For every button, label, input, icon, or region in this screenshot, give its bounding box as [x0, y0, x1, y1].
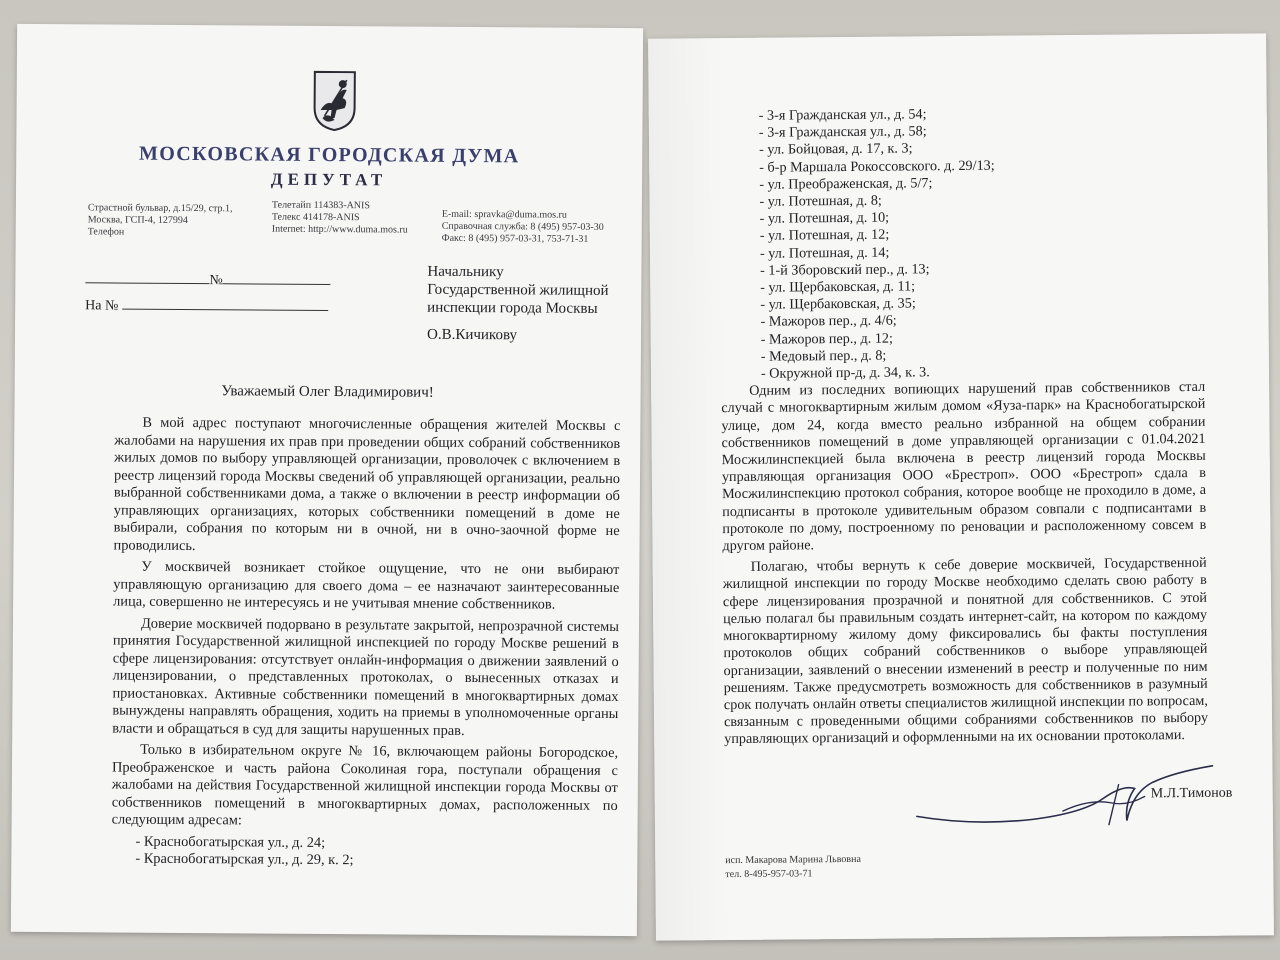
contact-line: Страстной бульвар, д.15/29, стр.1,: [87, 202, 233, 215]
address-item: - б-р Маршала Рокоссовского. д. 29/13;: [759, 157, 995, 176]
letter-page-1: [11, 24, 643, 936]
address-item: - ул. Потешная, д. 12;: [759, 227, 890, 245]
address-item: - 3-я Гражданская ул., д. 58;: [758, 123, 927, 141]
recipient-block: [427, 263, 609, 345]
executor-block: [725, 853, 861, 882]
contact-telex: [272, 200, 408, 237]
moscow-coat-of-arms-icon: [312, 70, 356, 132]
address-item: - Мажоров пер., д. 4/6;: [760, 312, 897, 331]
deputy-subtitle: ДЕПУТАТ: [270, 169, 388, 190]
contact-line: Москва, ГСП-4, 127994: [87, 214, 188, 227]
contact-line: Internet: http://www.duma.mos.ru: [271, 223, 408, 236]
contact-line: Справочная служба: 8 (495) 957-03-30: [441, 220, 604, 233]
address-item: - Краснобогатырская ул., д. 24;: [135, 833, 326, 851]
letter-body-part-1: [111, 415, 620, 872]
paragraph: Доверие москвичей подорвано в результате закрытой, непрозрачной системы принятия Государственной жилищной инспекцией по городу Москве решений в сфере лицензирования: отсутствует онлайн-информация о движении заявлений о лицензировании, о представленных протоколах, о вынесенных отказах и приостановках. Активные собственники помещений в многоквартирных домах вынуждены направлять обращения, ходить на приемы в уполномоченные органы власти и обращаться в суд для защиты нарушенных прав.: [112, 615, 620, 739]
address-item: - ул. Щербаковская, д. 35;: [760, 295, 916, 313]
address-item: - ул. Щербаковская, д. 11;: [760, 278, 916, 296]
paragraph: У москвичей возникает стойкое ощущение, что не они выбирают управляющую организацию для своего дома – ее назначают заинтересованные лица, совершенно не интересуясь и не учитывая мнение собственников.: [113, 558, 620, 613]
letter-body-part-2: [719, 104, 1209, 753]
address-item: - Краснобогатырская ул., д. 29, к. 2;: [135, 850, 354, 869]
contact-line: E-mail: spravka@duma.mos.ru: [441, 208, 567, 221]
address-list-continued: [719, 104, 1205, 383]
executor-phone: тел. 8-495-957-03-71: [725, 868, 813, 881]
address-item: - ул. Потешная, д. 14;: [759, 244, 890, 262]
signer-name: М.Л.Тимонов: [1150, 785, 1233, 802]
address-item: - ул. Потешная, д. 10;: [759, 209, 890, 227]
greeting: Уважаемый Олег Владимирович!: [221, 383, 434, 401]
contact-line: Телекс 414178-ANIS: [271, 211, 360, 224]
address-item: - ул. Бойцовая, д. 17, к. 3;: [758, 140, 913, 159]
ref-number-blank: [223, 269, 331, 285]
number-sign: №: [209, 273, 223, 289]
paragraph: Полагаю, чтобы вернуть к себе доверие москвичей, Государственной жилищной инспекции по городу Москве необходимо сделать свою работу в сфере лицензирования прозрачной и понятной для собственников. С этой целью полагал бы правильным создать интернет-сайт, на котором по каждому многоквартирному жилому дому фиксировались бы факты поступления протоколов общих собраний собственников о выборе управляющей организации, заявлений о внесении изменений в реестр и полученные по ним решениям. Также предусмотреть возможность для собственников в разумный срок получать онлайн ответы специалистов жилищной инспекции по вопросам, связанным с проведенными общими собраниями собственников по выбору управляющих организаций и оформленными на их основании протоколами.: [722, 555, 1209, 748]
recipient-name: О.В.Кичикову: [426, 326, 518, 344]
paragraph: Только в избирательном округе № 16, включающем районы Богородское, Преображенское и часть района Соколиная гора, поступали обращения с жалобами на действия Государственной жилищной инспекции города Москвы от собственников помещений в многоквартирных домах, расположенных по следующим адресам:: [111, 741, 619, 829]
address-item: - Мажоров пер., д. 12;: [760, 330, 894, 348]
address-item: - ул. Преображенская, д. 5/7;: [759, 175, 933, 193]
contact-line: Телефон: [87, 226, 125, 238]
incoming-ref-blank: [122, 295, 328, 311]
letter-page-2: [648, 33, 1274, 940]
address-item: - Окружной пр-д, д. 34, к. 3.: [760, 364, 930, 382]
address-item: - Медовый пер., д. 8;: [760, 347, 887, 365]
recipient-line: инспекции города Москвы: [427, 299, 598, 317]
na-label: На №: [85, 298, 119, 314]
contact-address: [88, 202, 233, 239]
contact-email: [442, 209, 604, 246]
contact-line: Телетайп 114383-ANIS: [271, 199, 370, 212]
ref-date-blank: [85, 268, 209, 284]
paragraph: Одним из последних вопиющих нарушений прав собственников стал случай с многоквартирным жилым домом «Яуза-парк» на Краснобогатырской улице, дом 24, когда вместо реально избранной на общем собрании собственников помещений в доме управляющей организации с 01.04.2021 Мосжилинспекцией была включена в реестр лицензий города Москвы управляющая организация ООО «Брестроп». ООО «Брестроп» сдала в Мосжилинспекцию протокол собрания, которое вообще не проходило в доме, а подписанты в протоколе удивительным образом совпали с подписантами в протоколе по дому, построенному по реновации и расположенному совсем в другом районе.: [721, 379, 1207, 555]
address-item: - 3-я Гражданская ул., д. 54;: [758, 106, 927, 124]
recipient-line: Начальнику: [427, 263, 504, 281]
address-item: - ул. Потешная, д. 8;: [759, 192, 882, 210]
duma-title: МОСКОВСКАЯ ГОРОДСКАЯ ДУМА: [138, 142, 520, 168]
executor-name: исп. Макарова Марина Львовна: [725, 853, 861, 867]
outgoing-ref-line: [85, 268, 330, 290]
address-item: - 1-й Зборовский пер., д. 13;: [760, 261, 930, 279]
recipient-line: Государственной жилищной: [427, 281, 609, 299]
paragraph: В мой адрес поступают многочисленные обращения жителей Москвы с жалобами на нарушения их прав при проведении общих собраний собственников жилых домов по выбору управляющей организации, проволочек с включением в реестр лицензий города Москвы сведений об управляющей организации, реально выбранной собственниками дома, а также о включении в реестр информации об управляющих организациях, которых собственники помещений в доме не выбирали, собрания по которым ни в очной, ни в очно-заочной форме не проводились.: [113, 414, 621, 554]
contact-line: Факс: 8 (495) 957-03-31, 753-71-31: [441, 232, 589, 245]
incoming-ref-line: [85, 294, 328, 316]
address-list: [111, 833, 617, 872]
